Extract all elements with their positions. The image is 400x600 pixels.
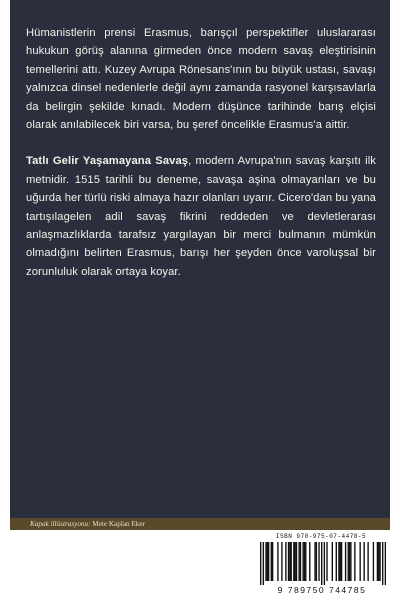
barcode-bar — [382, 542, 383, 585]
isbn-barcode-area — [250, 533, 392, 595]
barcode-bar — [271, 542, 272, 581]
barcode-bar — [277, 542, 278, 581]
barcode-bar — [260, 542, 261, 585]
barcode-bar — [332, 542, 333, 581]
barcode-bar — [321, 542, 322, 585]
barcode-bar — [309, 542, 310, 581]
barcode-bar — [338, 542, 339, 581]
description-text — [26, 24, 376, 281]
barcode-bar — [379, 542, 380, 581]
barcode-bar — [340, 542, 341, 581]
barcode-bar — [385, 542, 386, 585]
barcode-bar — [324, 542, 325, 585]
barcode-bar — [341, 542, 342, 581]
barcode-bar — [267, 542, 268, 581]
barcode-bar — [349, 542, 350, 581]
isbn-text: ISBN 978-975-07-4478-5 — [275, 533, 367, 540]
barcode-bar — [304, 542, 305, 581]
barcode-bar — [285, 542, 286, 581]
barcode-bar — [326, 542, 327, 581]
description-paragraph-2-rest: , modern Avrupa'nın savaş karşıtı ilk metnidir. 1515 tarihli bu deneme, savaşa aşina olmayanları ve bu uğurda her türlü riski almaya hazır olanları uyarır. Cicero'dan bu yana tartışılagelen adil savaş fikrini reddeden ve devletlerarası anlaşmazlıklarda tarafsız yargılayan bir merci bulmanın mümkün olmadığını belirten Erasmus, barışı her şeyden önce varoluşsal bir zorunluluk olarak ortaya koyar. — [26, 155, 376, 278]
description-paragraph-2 — [26, 152, 376, 281]
description-paragraph-1: Hümanistlerin prensi Erasmus, barışçıl perspektifler uluslararası hukukun görüş alanına girmeden önce modern savaş eleştirisinin temellerini attı. Kuzey Avrupa Rönesans'ının bu büyük ustası, savaşı yalnızca dinsel nedenlerle değil aynı zamanda rasyonel karşısavlarla da belirgin şekilde kınadı. Modern düşünce tarihinde barış elçisi olarak anılabilecek biri varsa, bu şeref öncelikle Erasmus'a aittir. — [26, 27, 376, 132]
barcode-number: 9 789750 744785 — [277, 585, 367, 595]
barcode-bar — [294, 542, 295, 581]
barcode-bar — [378, 542, 379, 581]
barcode-bar — [272, 542, 273, 581]
barcode-bar — [265, 542, 266, 581]
illustration-credit-bar — [10, 518, 390, 530]
barcode-bar — [302, 542, 303, 581]
barcode-bar — [359, 542, 360, 581]
barcode-bar — [350, 542, 351, 581]
barcode-bar — [300, 542, 301, 581]
barcode-bar — [354, 542, 355, 581]
barcode-bar — [318, 542, 319, 581]
barcode-bar — [291, 542, 292, 581]
barcode-bar — [373, 542, 374, 581]
barcode-bar — [263, 542, 264, 585]
book-title-inline: Tatlı Gelir Yaşamayana Savaş — [26, 155, 189, 168]
barcode-bar — [293, 542, 294, 581]
barcode-bar — [296, 542, 297, 581]
barcode-bar — [281, 542, 282, 581]
credit-label: Kapak illüstrasyonu: — [30, 520, 91, 528]
barcode-bar — [336, 542, 337, 581]
barcode-bar — [298, 542, 299, 581]
credit-name: Mete Kaplan Eker — [92, 520, 145, 528]
barcode-bar — [289, 542, 290, 581]
barcode-bar — [305, 542, 306, 581]
barcode-bar — [345, 542, 346, 581]
barcode-bar — [363, 542, 364, 581]
barcode-bar — [348, 542, 349, 581]
barcode-bar — [314, 542, 315, 581]
barcode-bar — [268, 542, 269, 581]
barcode-icon — [260, 542, 386, 585]
barcode-bar — [316, 542, 317, 581]
barcode-bar — [377, 542, 378, 581]
barcode-bar — [367, 542, 368, 581]
barcode-bar — [288, 542, 289, 581]
